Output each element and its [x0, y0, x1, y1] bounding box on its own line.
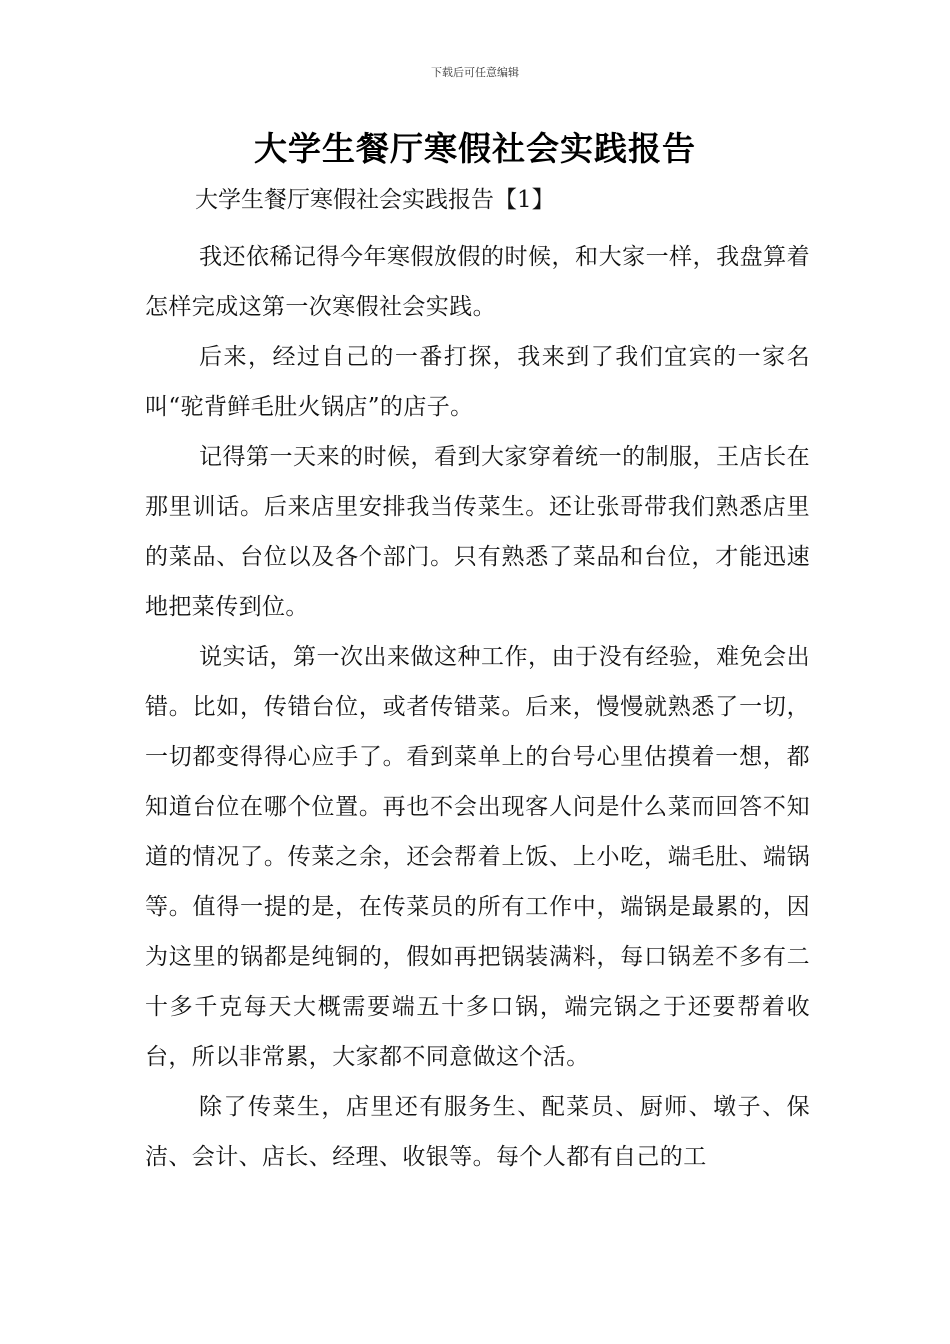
paragraph: 记得第一天来的时候，看到大家穿着统一的制服，王店长在那里训话。后来店里安排我当传菜生。还让张哥带我们熟悉店里的菜品、台位以及各个部门。只有熟悉了菜品和台位，才能迅速地把菜传到位。	[145, 444, 810, 620]
document-body	[145, 232, 810, 1182]
document-subtitle: 大学生餐厅寒假社会实践报告【1】	[195, 187, 555, 213]
paragraph: 我还依稀记得今年寒假放假的时候，和大家一样，我盘算着怎样完成这第一次寒假社会实践。	[145, 244, 810, 320]
header-note: 下载后可任意编辑	[431, 66, 519, 79]
paragraph: 说实话，第一次出来做这种工作，由于没有经验，难免会出错。比如，传错台位，或者传错菜。后来，慢慢就熟悉了一切，一切都变得得心应手了。看到菜单上的台号心里估摸着一想，都知道台位在哪个位置。再也不会出现客人问是什么菜而回答不知道的情况了。传菜之余，还会帮着上饭、上小吃，端毛肚、端锅等。值得一提的是，在传菜员的所有工作中，端锅是最累的，因为这里的锅都是纯铜的，假如再把锅装满料，每口锅差不多有二十多千克每天大概需要端五十多口锅，端完锅之于还要帮着收台，所以非常累，大家都不同意做这个活。	[145, 644, 810, 1070]
paragraph: 后来，经过自己的一番打探，我来到了我们宜宾的一家名叫“驼背鲜毛肚火锅店”的店子。	[145, 344, 810, 420]
document-title: 大学生餐厅寒假社会实践报告	[254, 129, 696, 168]
paragraph: 除了传菜生，店里还有服务生、配菜员、厨师、墩子、保洁、会计、店长、经理、收银等。每个人都有自己的工	[145, 1094, 810, 1170]
